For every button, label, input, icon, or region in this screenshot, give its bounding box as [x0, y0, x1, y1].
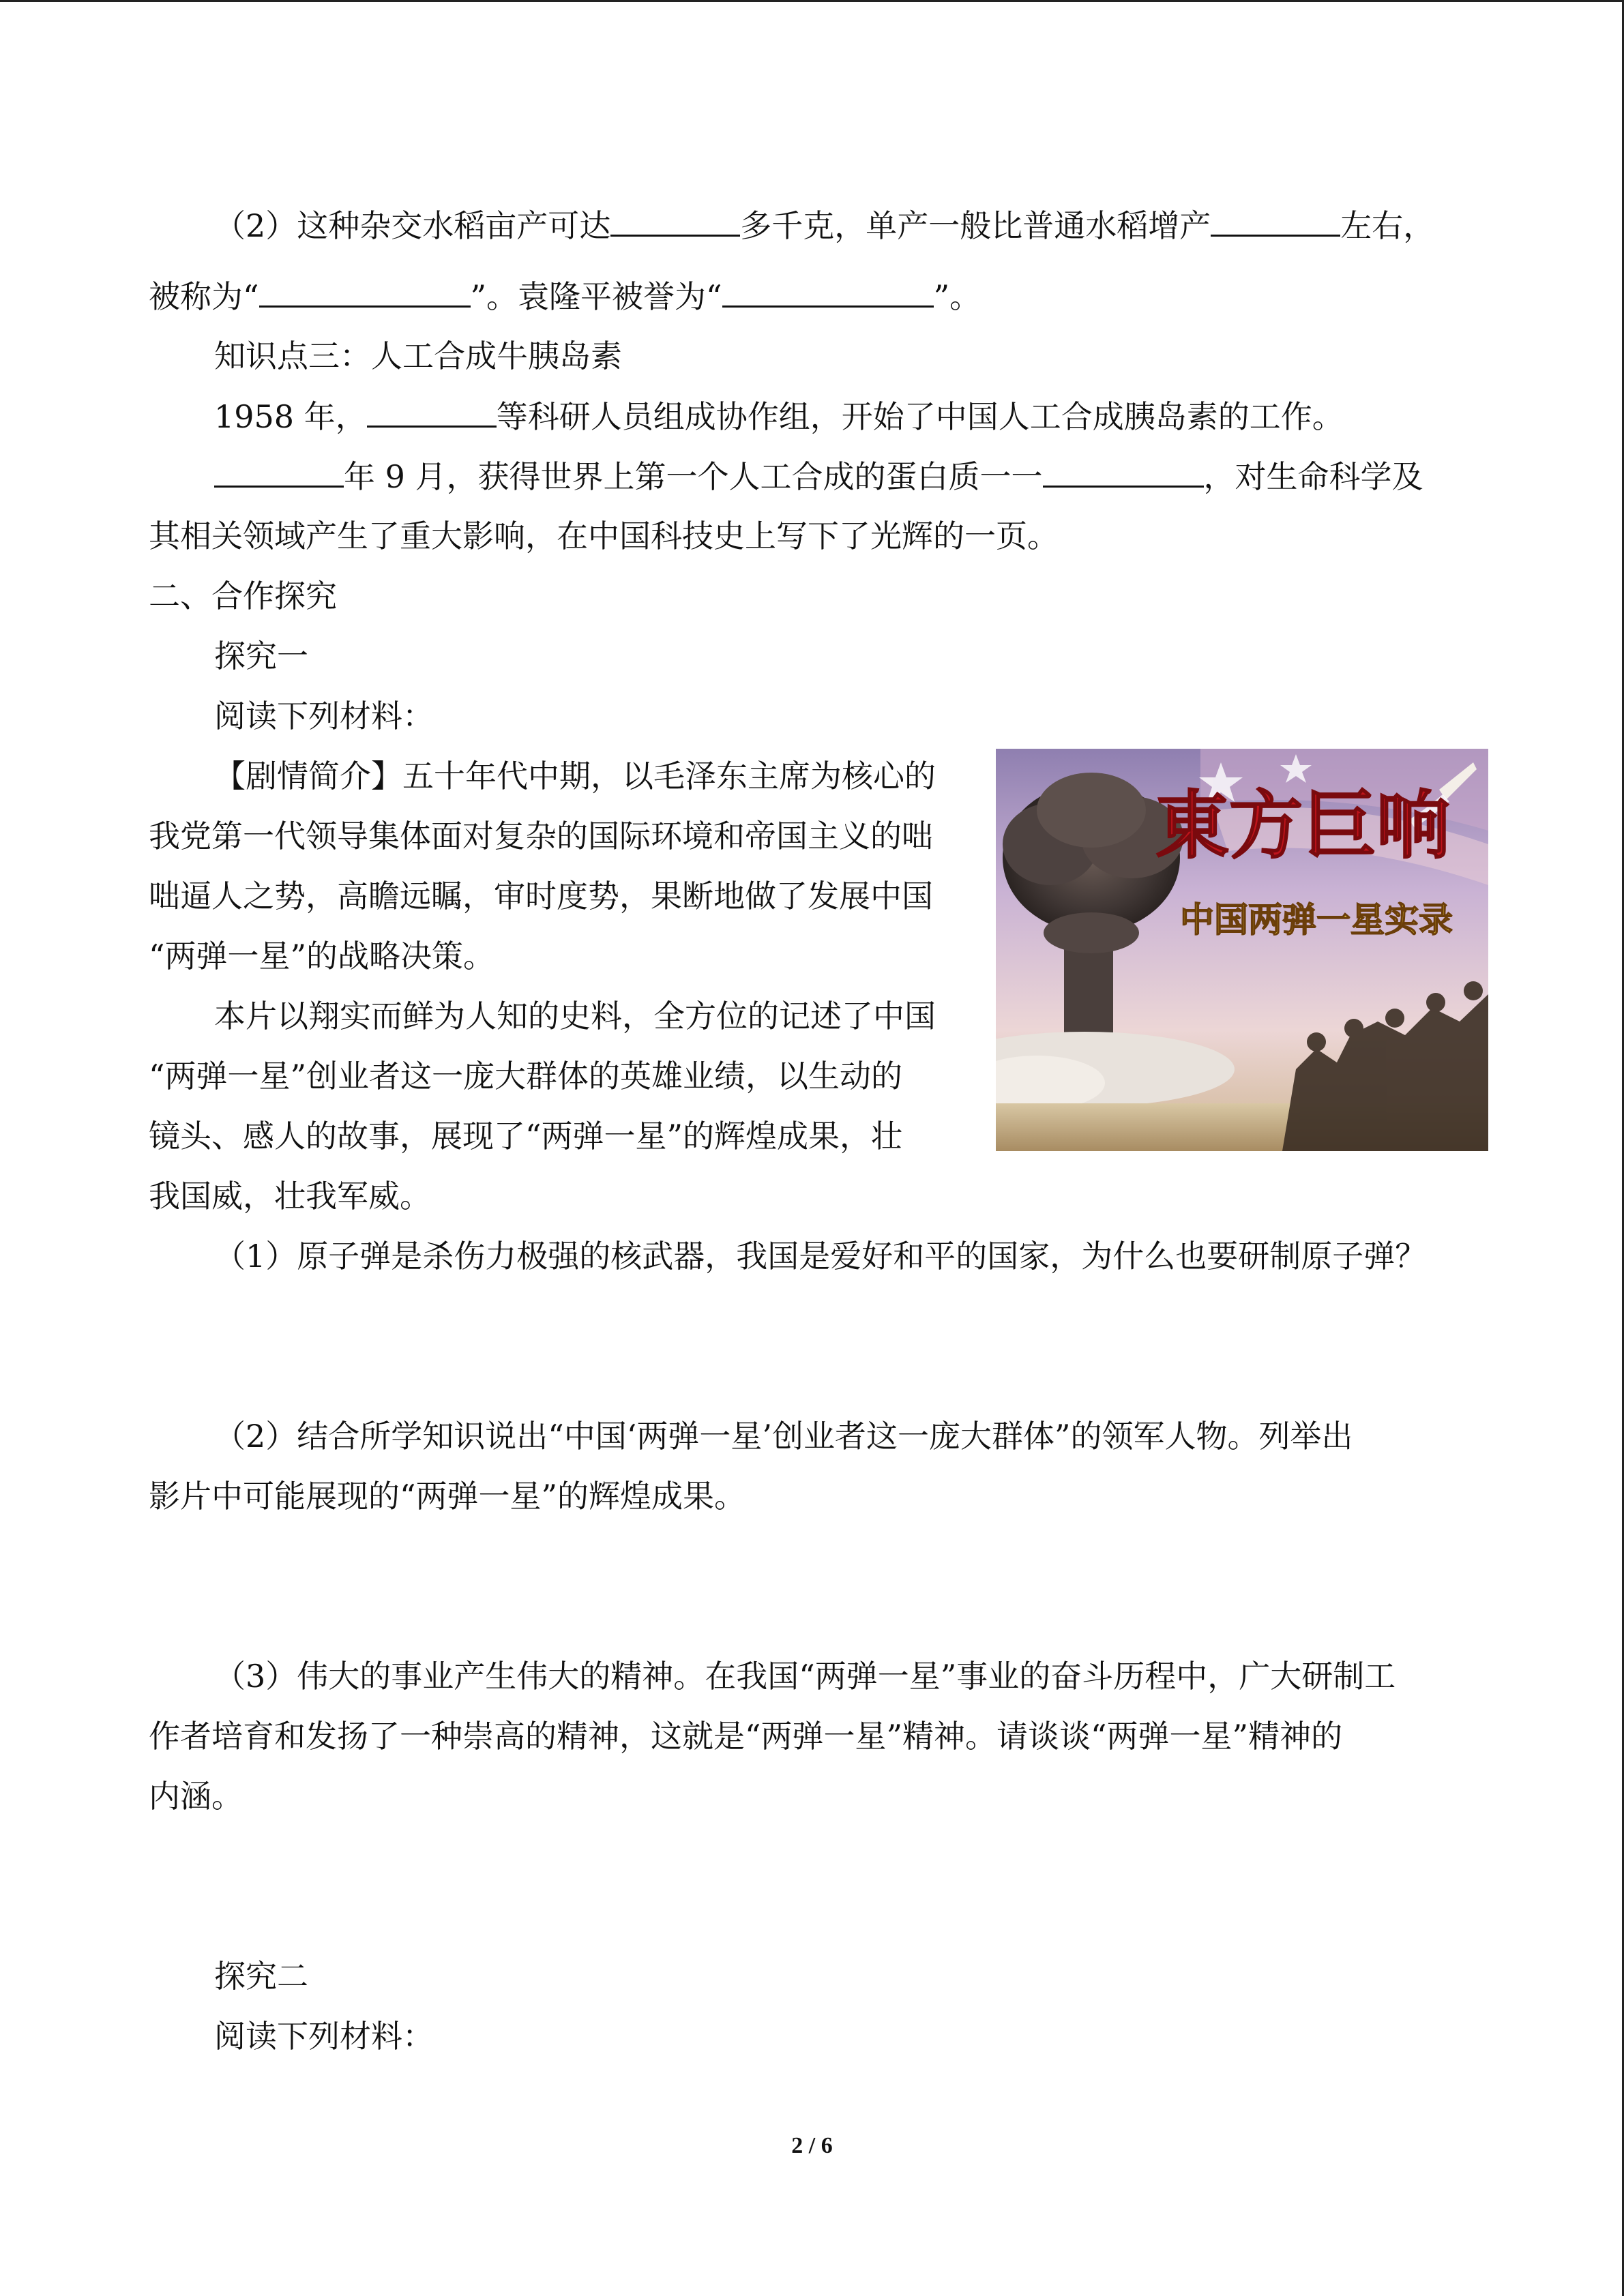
question-line: （2）结合所学知识说出“中国‘两弹一星’创业者这一庞大群体”的领军人物。列举出	[214, 1418, 1353, 1455]
text-segment: ”。袁隆平被誉为“	[470, 278, 722, 315]
question-line: 影片中可能展现的“两弹一星”的辉煌成果。	[149, 1478, 746, 1515]
page-top-border	[0, 0, 1624, 2]
subsection-heading: 探究二	[214, 1958, 308, 1995]
fill-blank[interactable]	[214, 456, 344, 488]
paragraph-line: “两弹一星”的战略决策。	[149, 938, 495, 974]
paragraph-line: 镜头、感人的故事，展现了“两弹一星”的辉煌成果，壮	[149, 1118, 903, 1154]
text-line: 阅读下列材料：	[214, 2018, 434, 2055]
paragraph-line: 咄逼人之势，高瞻远瞩，审时度势，果断地做了发展中国	[149, 878, 933, 914]
text-segment: 1958 年，	[214, 398, 367, 435]
poster-subtitle: 中国两弹一星实录	[1180, 899, 1453, 940]
paragraph-line: 我党第一代领导集体面对复杂的国际环境和帝国主义的咄	[149, 818, 933, 854]
text-segment: 左右，	[1340, 207, 1435, 244]
poster-artwork	[996, 749, 1488, 1151]
section-heading: 知识点三：人工合成牛胰岛素	[214, 338, 622, 374]
text-line	[214, 205, 1434, 246]
text-segment: ”。	[933, 278, 981, 315]
paragraph-line: 我国威，壮我军威。	[149, 1178, 431, 1214]
text-line: 其相关领域产生了重大影响，在中国科技史上写下了光辉的一页。	[149, 518, 1059, 554]
movie-poster-image	[996, 749, 1488, 1151]
text-segment: ，对生命科学及	[1203, 458, 1423, 495]
text-segment: 年 9 月，获得世界上第一个人工合成的蛋白质一一	[344, 458, 1043, 495]
fill-blank[interactable]	[610, 205, 740, 237]
text-segment: （2）这种杂交水稻亩产可达	[214, 207, 611, 244]
question-line: 内涵。	[149, 1778, 243, 1815]
question-line: （3）伟大的事业产生伟大的精神。在我国“两弹一星”事业的奋斗历程中，广大研制工	[214, 1658, 1396, 1695]
section-heading: 二、合作探究	[149, 578, 337, 614]
fill-blank[interactable]	[722, 275, 934, 308]
poster-title: 東方巨响	[1155, 783, 1451, 869]
fill-blank[interactable]	[259, 275, 471, 308]
text-segment: 被称为“	[149, 278, 259, 315]
text-line: 阅读下列材料：	[214, 698, 434, 734]
paragraph-line: “两弹一星”创业者这一庞大群体的英雄业绩，以生动的	[149, 1058, 903, 1094]
text-line	[149, 275, 981, 317]
question-line: 作者培育和发扬了一种崇高的精神，这就是“两弹一星”精神。请谈谈“两弹一星”精神的	[149, 1718, 1343, 1755]
text-segment: 多千克，单产一般比普通水稻增产	[740, 207, 1211, 244]
fill-blank[interactable]	[367, 396, 497, 428]
page-number: 2 / 6	[791, 2133, 833, 2158]
subsection-heading: 探究一	[214, 638, 308, 674]
question-line: （1）原子弹是杀伤力极强的核武器，我国是爱好和平的国家，为什么也要研制原子弹？	[214, 1238, 1427, 1274]
paragraph-line: 【剧情简介】五十年代中期，以毛泽东主席为核心的	[214, 758, 936, 794]
paragraph-line: 本片以翔实而鲜为人知的史料，全方位的记述了中国	[214, 998, 936, 1034]
fill-blank[interactable]	[1211, 205, 1340, 237]
text-line	[214, 396, 1344, 437]
text-segment: 等科研人员组成协作组，开始了中国人工合成胰岛素的工作。	[496, 398, 1344, 435]
text-line	[214, 456, 1423, 497]
fill-blank[interactable]	[1043, 456, 1204, 488]
